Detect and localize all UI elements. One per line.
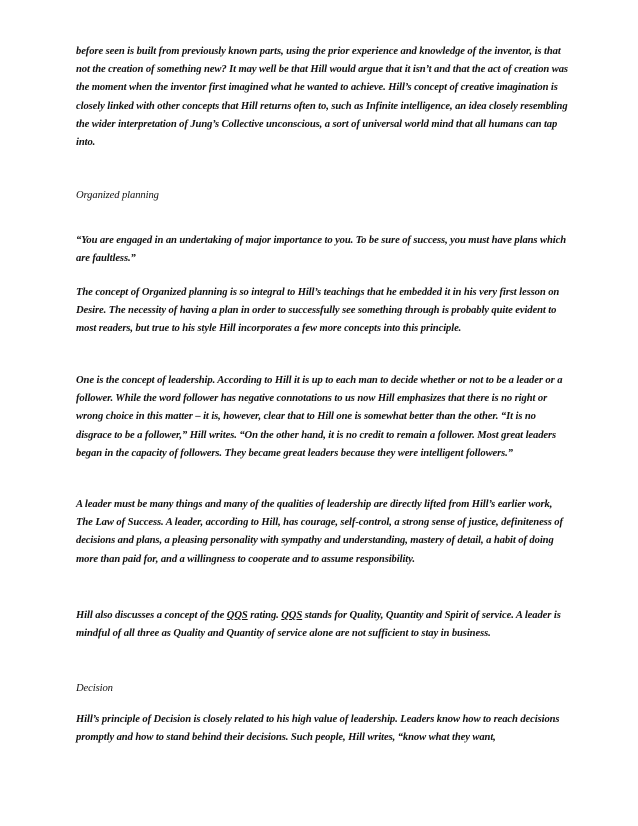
paragraph-qqs-rating <box>76 607 568 643</box>
paragraph-organized-planning: The concept of Organized planning is so integral to Hill’s teachings that he embedded it in his very first lesson on Desire. The necessity of having a plan in order to successfully see something through is probably quite evident to most readers, but true to his style Hill incorporates a few more concepts into this principle. <box>76 287 560 335</box>
paragraph-creative-imagination: before seen is built from previously known parts, using the prior experience and knowledge of the inventor, is that not the creation of something new? It may well be that Hill would argue that it isn’t and that the act of creation was the moment when the inventor first imagined what he wanted to achieve. Hill’s concept of creative imagination is closely linked with other concepts that Hill returns often to, such as Infinite intelligence, an idea closely resembling the wider interpretation of Jung’s Collective unconscious, a sort of universal world mind that all humans can tap into. <box>76 46 568 149</box>
qqs-text-after: stands for Quality, Quantity and Spirit of service. A leader is mindful of all three as Quality and Quantity of service alone are not sufficient to stay in business. <box>76 610 561 640</box>
qqs-term-2: QQS <box>281 610 303 621</box>
qqs-term-1: QQS <box>226 610 248 621</box>
heading-decision: Decision <box>76 683 113 694</box>
paragraph-leader-qualities: A leader must be many things and many of the qualities of leadership are directly lifted from Hill’s earlier work, The Law of Success. A leader, according to Hill, has courage, self-control, a strong sense of justice, definiteness of decisions and plans, a pleasing personality with sympathy and understanding, mastery of detail, a habit of doing more than paid for, and a willingness to cooperate and to assume responsibility. <box>76 499 563 565</box>
paragraph-decision: Hill’s principle of Decision is closely related to his high value of leadership. Leaders know how to reach decisions promptly and how to stand behind their decisions. Such people, Hill writes, “know what they want, <box>76 714 560 744</box>
heading-organized-planning: Organized planning <box>76 190 159 201</box>
paragraph-leadership: One is the concept of leadership. According to Hill it is up to each man to decide whether or not to be a leader or a follower. While the word follower has negative connotations to us now Hill emphasizes that there is no right or wrong choice in this matter – it is, however, clear that to Hill one is somewhat better than the other. “It is no disgrace to be a follower,” Hill writes. “On the other hand, it is no credit to remain a follower. Most great leaders began in the capacity of followers. They became great leaders because they were intelligent followers.” <box>76 375 563 459</box>
qqs-text-before: Hill also discusses a concept of the <box>76 610 227 621</box>
paragraph-planning-quote: “You are engaged in an undertaking of major importance to you. To be sure of success, you must have plans which are faultless.” <box>76 235 566 265</box>
qqs-text-mid: rating. <box>247 610 282 621</box>
